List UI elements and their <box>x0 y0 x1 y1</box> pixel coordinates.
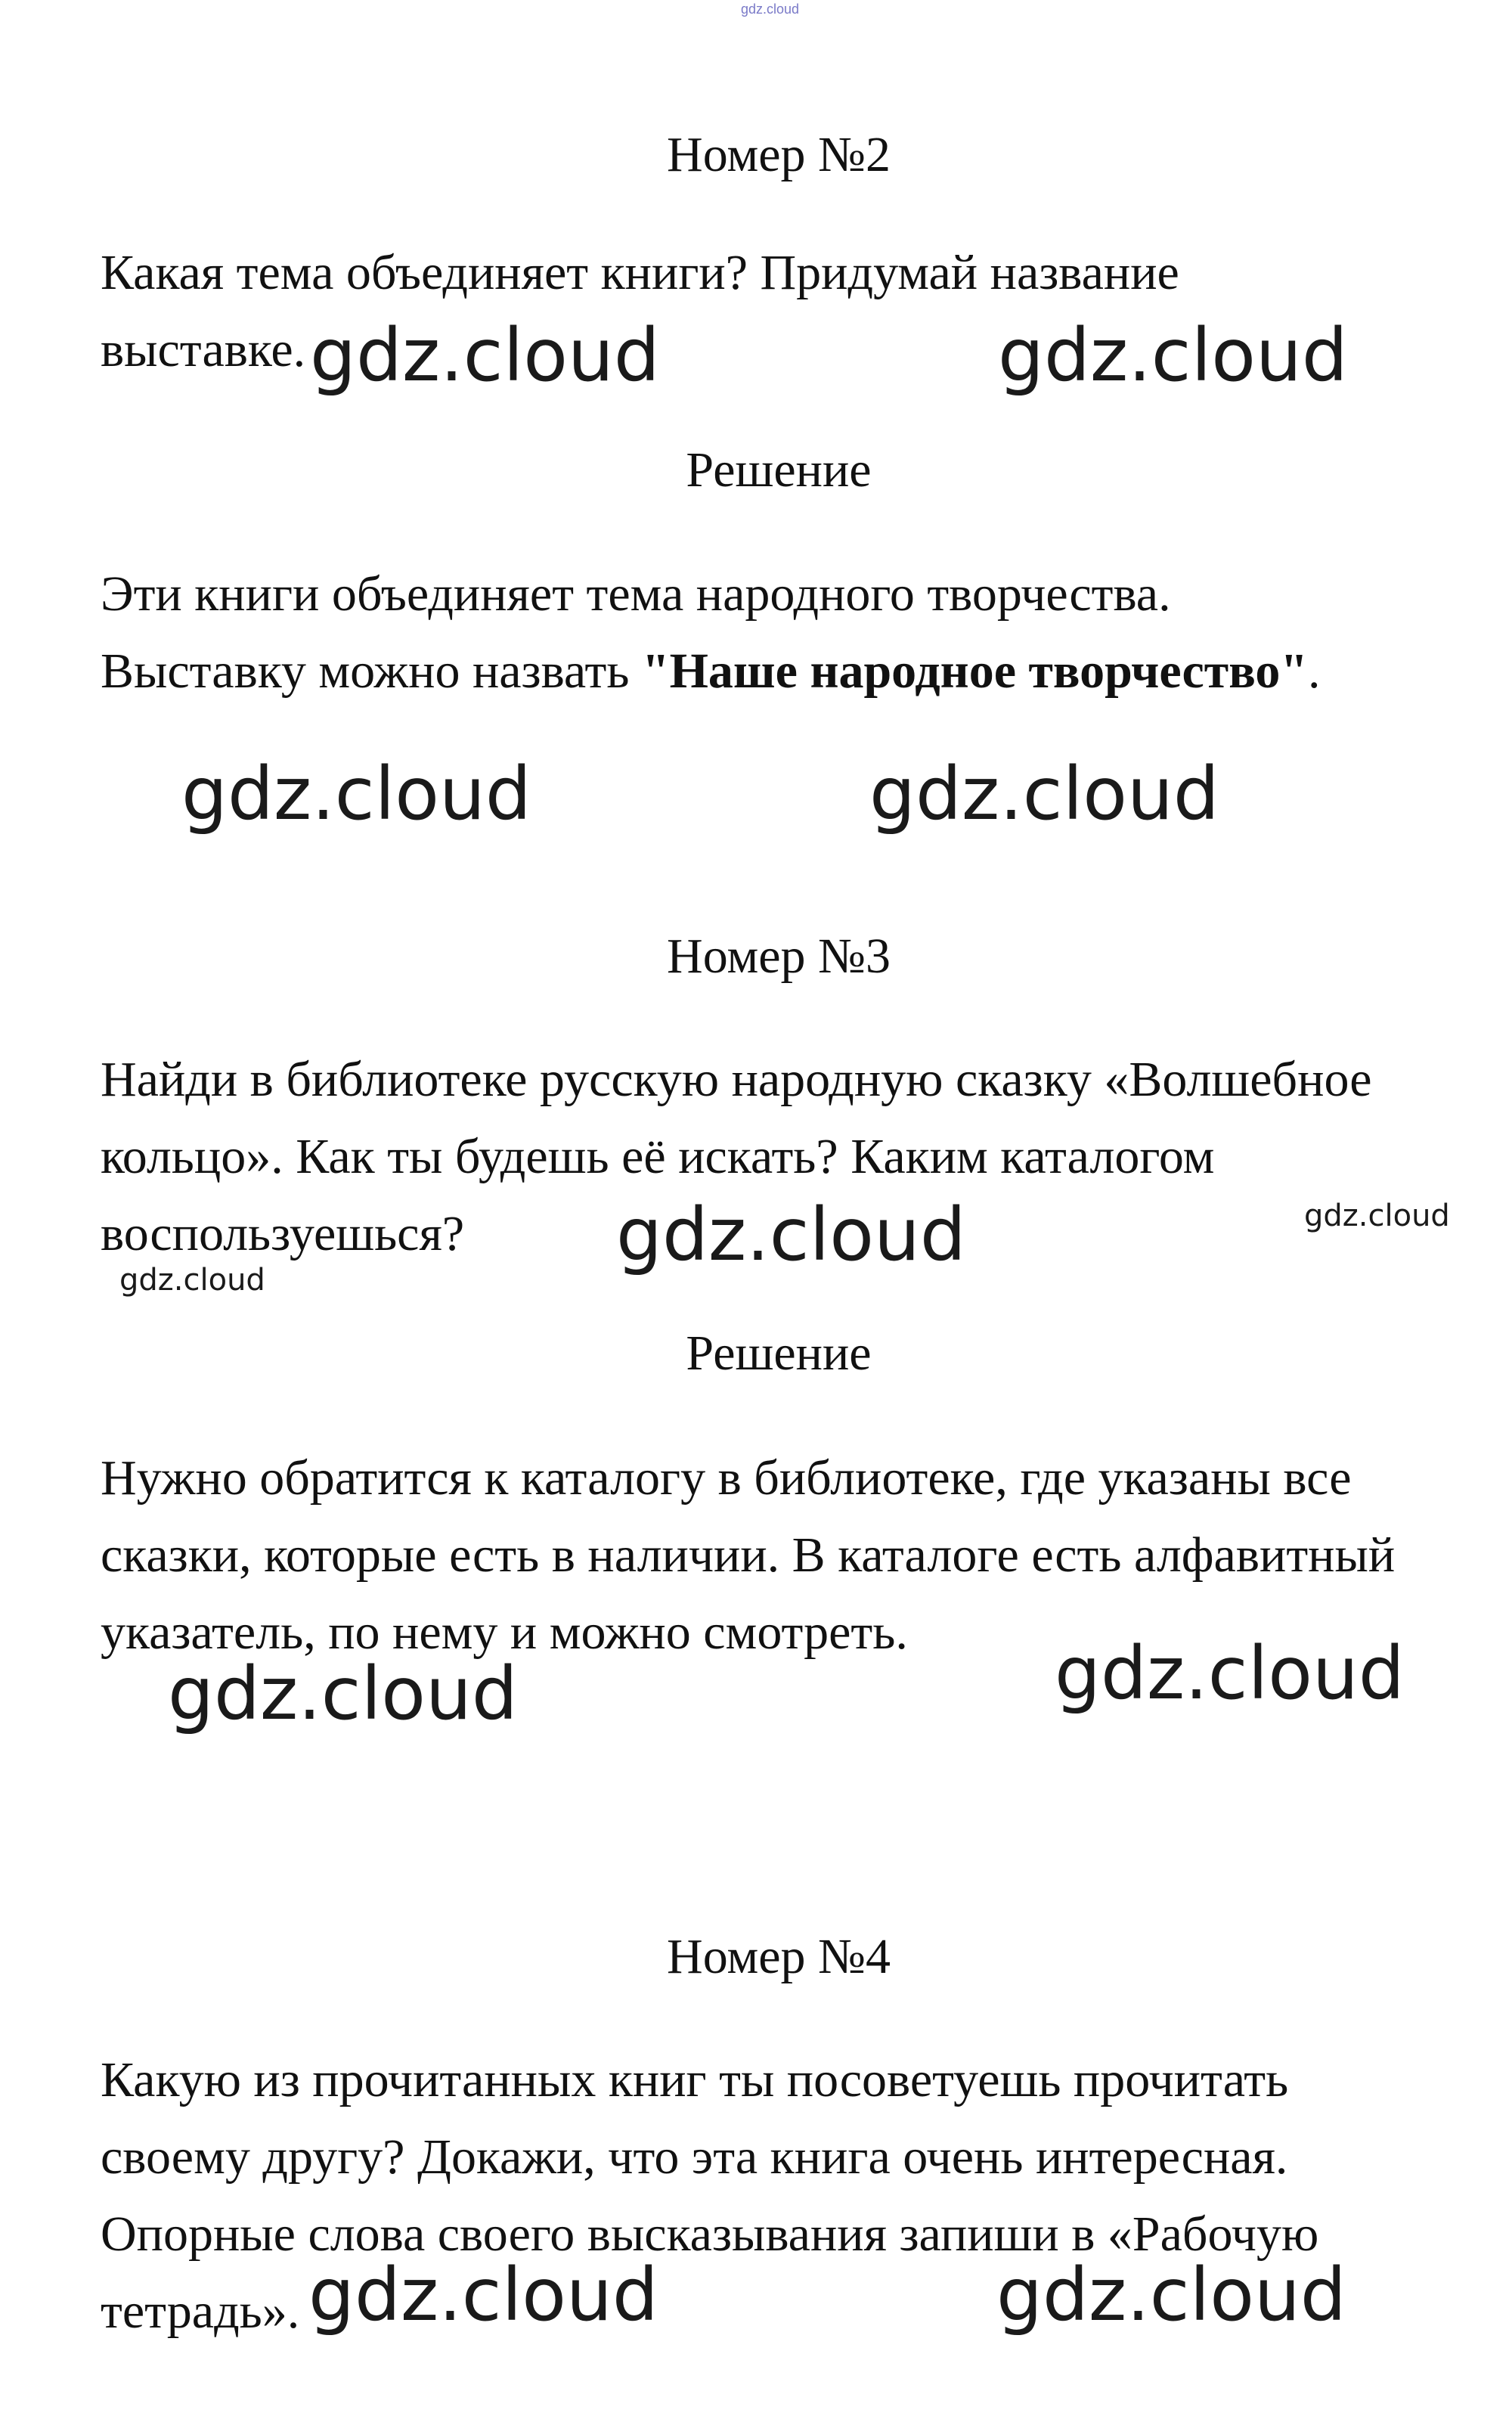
watermark: gdz.cloud <box>616 1192 966 1277</box>
answer-line: Нужно обратится к каталогу в библиотеке, где указаны все <box>101 1450 1352 1506</box>
watermark: gdz.cloud <box>181 752 531 836</box>
watermark: gdz.cloud <box>996 2253 1346 2337</box>
section-heading-3: Номер №3 <box>667 929 891 984</box>
answer-line: сказки, которые есть в наличии. В каталоге есть алфавитный <box>101 1527 1396 1583</box>
question-line: кольцо». Как ты будешь её искать? Каким каталогом <box>101 1129 1215 1184</box>
exhibition-title: "Наше народное творчество" <box>641 644 1309 699</box>
answer-line: Эти книги объединяет тема народного творчества. <box>101 566 1171 622</box>
question-line: воспользуешься? <box>101 1206 465 1261</box>
answer-line: указатель, по нему и можно смотреть. <box>101 1605 908 1660</box>
question-line: выставке. <box>101 322 306 377</box>
question-line: Какая тема объединяет книги? Придумай название <box>101 245 1179 300</box>
question-line: своему другу? Докажи, что эта книга очень интересная. <box>101 2129 1288 2185</box>
watermark: gdz.cloud <box>168 1651 518 1736</box>
answer-line-prefix: Выставку можно назвать <box>101 644 642 699</box>
watermark-small: gdz.cloud <box>119 1263 265 1298</box>
question-line: Какую из прочитанных книг ты посоветуешь прочитать <box>101 2052 1289 2107</box>
answer-line-suffix: . <box>1308 644 1321 699</box>
solution-label-2: Решение <box>686 442 872 498</box>
watermark: gdz.cloud <box>1055 1631 1405 1716</box>
question-line: Найди в библиотеке русскую народную сказку «Волшебное <box>101 1052 1372 1107</box>
section-heading-2: Номер №2 <box>667 127 891 182</box>
question-line: Опорные слова своего высказывания запиши в «Рабочую <box>101 2207 1319 2262</box>
section-heading-4: Номер №4 <box>667 1929 891 1984</box>
watermark: gdz.cloud <box>310 313 660 398</box>
watermark: gdz.cloud <box>869 752 1219 836</box>
watermark: gdz.cloud <box>308 2253 658 2337</box>
answer-text-2 <box>101 556 1476 710</box>
watermark: gdz.cloud <box>998 313 1348 398</box>
solution-label-3: Решение <box>686 1326 872 1381</box>
question-line: тетрадь». <box>101 2284 300 2339</box>
watermark-small: gdz.cloud <box>1304 1199 1450 1233</box>
top-watermark: gdz.cloud <box>741 2 800 17</box>
